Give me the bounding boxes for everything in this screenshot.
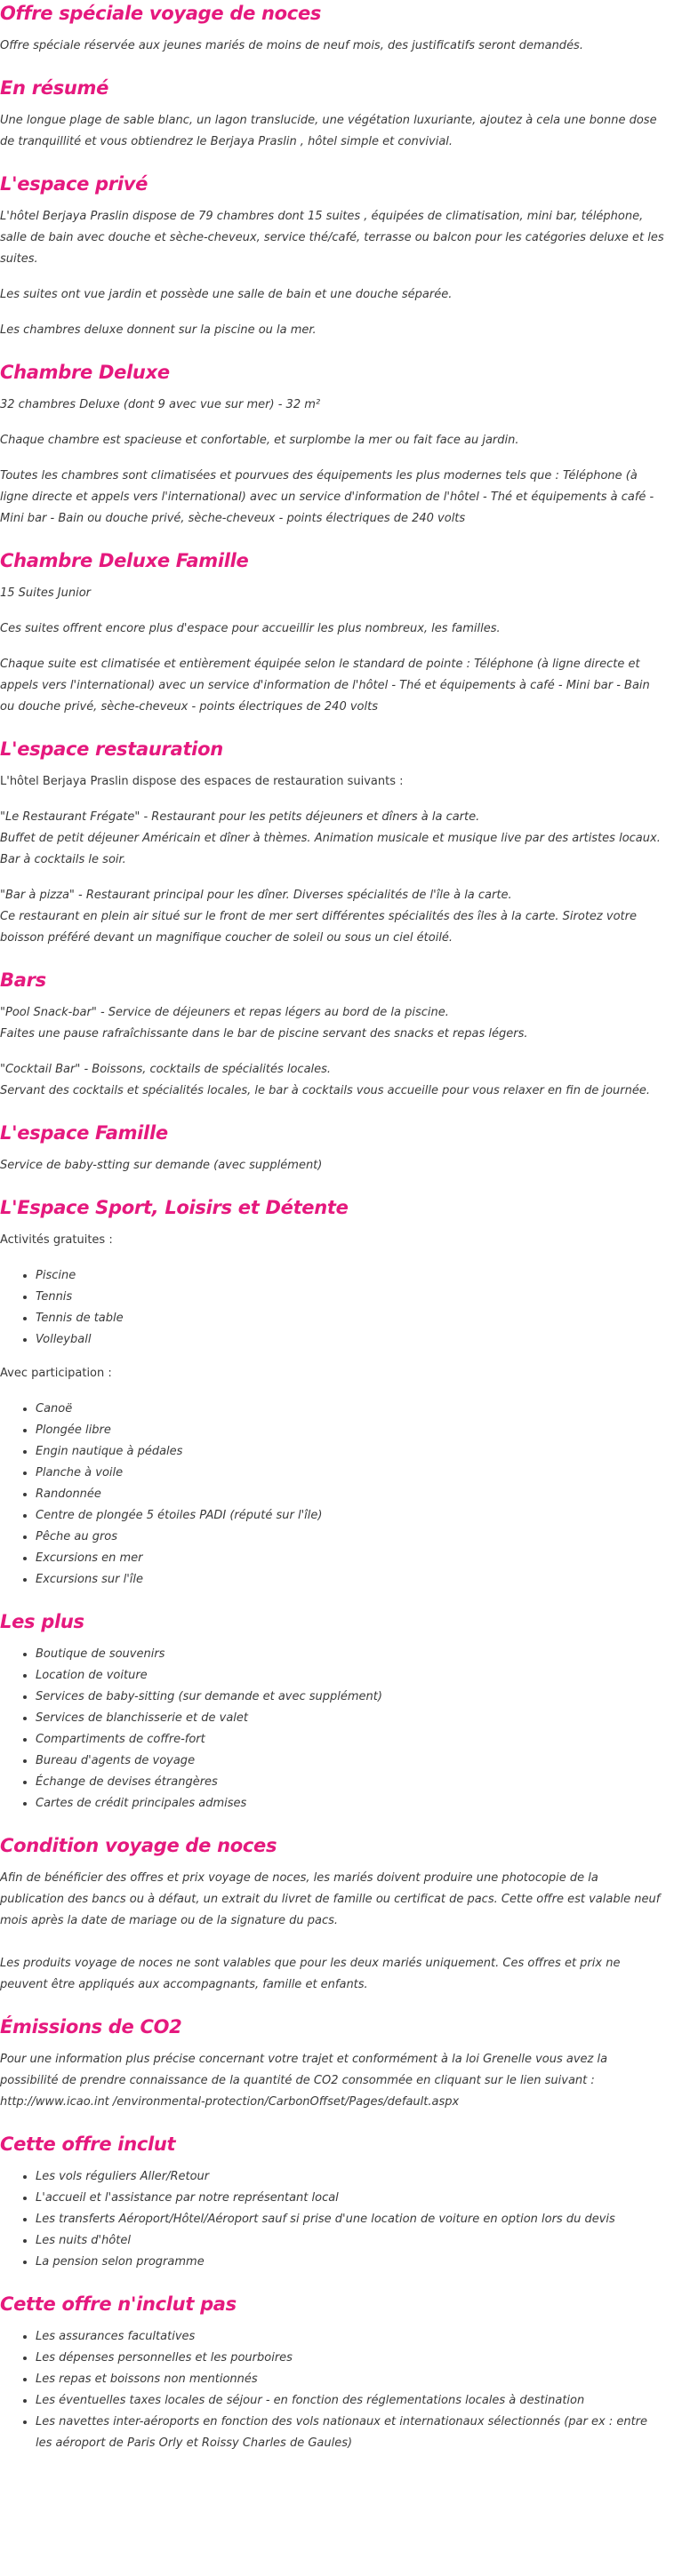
list-item: • La pension selon programme [36, 2252, 665, 2273]
list-item: • Les assurances facultatives [36, 2326, 665, 2348]
offer-section [0, 0, 665, 57]
co2-title: Émissions de CO2 [0, 2016, 182, 2038]
list-item: • Les nuits d'hôtel [36, 2230, 665, 2252]
deluxe-section [0, 359, 665, 530]
deluxe-family-paragraph: Chaque suite est climatisée et entièrement équipée selon le standard de pointe : Téléphone (à ligne directe et appels vers l'international) avec un service d'information de l'hôtel - Thé et équipements à café - Mini bar - Bain ou douche privé, sèche-cheveux - points électriques de 240 volts [0, 658, 650, 714]
list-item: • Centre de plongée 5 étoiles PADI (réputé sur l'île) [36, 1505, 665, 1527]
free-activities-list [0, 1265, 665, 1351]
restaurant-item-line: Ce restaurant en plein air situé sur le front de mer sert différentes spécialités des îles à la carte. Sirotez votre boisson préféré devant un magnifique coucher de soleil ou sous un ciel étoilé. [0, 910, 637, 945]
restaurant-title: L'espace restauration [0, 738, 223, 760]
bar-item-line: Servant des cocktails et spécialités locales, le bar à cocktails vous accueille pour vous relaxer en fin de journée. [0, 1084, 650, 1097]
private-space-paragraph: L'hôtel Berjaya Praslin dispose de 79 chambres dont 15 suites , équipées de climatisation, mini bar, téléphone, salle de bain avec douche et sèche-cheveux, service thé/café, terrasse ou balcon pour les catégories deluxe et les suites. [0, 210, 664, 266]
list-item: • Les transferts Aéroport/Hôtel/Aéroport sauf si prise d'une location de voiture en option lors du devis [36, 2209, 665, 2230]
condition-paragraph: Les produits voyage de noces ne sont valables que pour les deux mariés uniquement. Ces offres et prix ne peuvent être appliqués aux accompagnants, famille et enfants. [0, 1957, 621, 1991]
list-item: • Tennis de table [36, 1308, 665, 1329]
deluxe-title: Chambre Deluxe [0, 362, 170, 383]
deluxe-family-paragraph: Ces suites offrent encore plus d'espace pour accueillir les plus nombreux, les familles. [0, 622, 501, 635]
free-activities-label: Activités gratuites : [0, 1233, 113, 1247]
paid-activities-list [0, 1399, 665, 1591]
condition-title: Condition voyage de noces [0, 1835, 277, 1856]
restaurant-item-line: Buffet de petit déjeuner Américain et dîner à thèmes. Animation musicale et musique live par des artistes locaux. Bar à cocktails le soir. [0, 832, 661, 866]
list-item: • Les dépenses personnelles et les pourboires [36, 2348, 665, 2369]
list-item: • Boutique de souvenirs [36, 1644, 665, 1665]
deluxe-family-title: Chambre Deluxe Famille [0, 550, 249, 571]
list-item: • Les vols réguliers Aller/Retour [36, 2166, 665, 2188]
list-item: • Échange de devises étrangères [36, 1772, 665, 1793]
list-item: • Excursions en mer [36, 1548, 665, 1569]
list-item: • Services de baby-sitting (sur demande et avec supplément) [36, 1687, 665, 1708]
list-item: • Tennis [36, 1287, 665, 1308]
deluxe-family-section [0, 547, 665, 718]
list-item: • Excursions sur l'île [36, 1569, 665, 1591]
list-item: • Les repas et boissons non mentionnés [36, 2369, 665, 2390]
list-item: • Bureau d'agents de voyage [36, 1751, 665, 1772]
restaurant-section [0, 736, 665, 949]
deluxe-paragraph: 32 chambres Deluxe (dont 9 avec vue sur mer) - 32 m² [0, 398, 321, 411]
private-space-paragraph: Les chambres deluxe donnent sur la piscine ou la mer. [0, 323, 317, 337]
paid-activities-label: Avec participation : [0, 1367, 112, 1380]
list-item: • Canoë [36, 1399, 665, 1420]
list-item: • Pêche au gros [36, 1527, 665, 1548]
restaurant-intro: L'hôtel Berjaya Praslin dispose des espaces de restauration suivants : [0, 775, 404, 788]
sport-section [0, 1194, 665, 1591]
included-title: Cette offre inclut [0, 2133, 176, 2155]
family-section [0, 1120, 665, 1176]
bars-section [0, 967, 665, 1102]
plus-section [0, 1608, 665, 1814]
co2-text: Pour une information plus précise concernant votre trajet et conformément à la loi Grenelle vous avez la possibilité de prendre connaissance de la quantité de CO2 consommée en cliquant sur le lien suivant : http://www.icao.int /environmental-protection/CarbonOffset/Pages/default.aspx [0, 2053, 608, 2109]
bar-item-line: "Pool Snack-bar" - Service de déjeuners et repas légers au bord de la piscine. [0, 1006, 449, 1019]
list-item: • Les éventuelles taxes locales de séjour - en fonction des réglementations locales à destination [36, 2390, 665, 2412]
list-item: • Plongée libre [36, 1420, 665, 1441]
deluxe-family-paragraph: 15 Suites Junior [0, 586, 92, 600]
summary-title: En résumé [0, 77, 109, 99]
plus-list [0, 1644, 665, 1814]
list-item: • Planche à voile [36, 1463, 665, 1484]
bar-item-line: Faites une pause rafraîchissante dans le bar de piscine servant des snacks et repas légers. [0, 1027, 528, 1041]
restaurant-item [0, 807, 665, 871]
private-space-paragraph: Les suites ont vue jardin et possède une salle de bain et une douche séparée. [0, 288, 453, 301]
private-space-section [0, 171, 665, 341]
bar-item-line: "Cocktail Bar" - Boissons, cocktails de spécialités locales. [0, 1063, 332, 1076]
co2-section [0, 2014, 665, 2113]
family-title: L'espace Famille [0, 1122, 168, 1144]
summary-text: Une longue plage de sable blanc, un lagon translucide, une végétation luxuriante, ajoutez à cela une bonne dose de tranquillité et vous obtiendrez le Berjaya Praslin , hôtel simple et convivial. [0, 114, 657, 148]
list-item: • Randonnée [36, 1484, 665, 1505]
excluded-title: Cette offre n'inclut pas [0, 2293, 237, 2315]
restaurant-item [0, 885, 665, 949]
bar-item [0, 1002, 665, 1045]
private-space-title: L'espace privé [0, 173, 148, 195]
list-item: • Les navettes inter-aéroports en fonction des vols nationaux et internationaux sélectionnés (par ex : entre les aéroport de Paris Orly et Roissy Charles de Gaules) [36, 2412, 665, 2454]
sport-title: L'Espace Sport, Loisirs et Détente [0, 1197, 349, 1218]
condition-paragraph: Afin de bénéficier des offres et prix voyage de noces, les mariés doivent produire une photocopie de la publication des bancs ou à défaut, un extrait du livret de famille ou certificat de pacs. Cette offre est valable neuf mois après la date de mariage ou de la signature du pacs. [0, 1871, 661, 1927]
deluxe-paragraph: Chaque chambre est spacieuse et confortable, et surplombe la mer ou fait face au jardin. [0, 434, 519, 447]
list-item: • Compartiments de coffre-fort [36, 1729, 665, 1751]
included-list [0, 2166, 665, 2273]
list-item: • Engin nautique à pédales [36, 1441, 665, 1463]
included-section [0, 2131, 665, 2273]
bars-title: Bars [0, 969, 46, 991]
family-text: Service de baby-stting sur demande (avec supplément) [0, 1159, 323, 1172]
bar-item [0, 1059, 665, 1102]
offer-title: Offre spéciale voyage de noces [0, 3, 322, 24]
list-item: • L'accueil et l'assistance par notre représentant local [36, 2188, 665, 2209]
excluded-list [0, 2326, 665, 2454]
offer-text: Offre spéciale réservée aux jeunes mariés de moins de neuf mois, des justificatifs seront demandés. [0, 39, 583, 52]
list-item: • Cartes de crédit principales admises [36, 1793, 665, 1814]
restaurant-item-line: "Bar à pizza" - Restaurant principal pour les dîner. Diverses spécialités de l'île à la carte. [0, 889, 512, 902]
excluded-section [0, 2291, 665, 2454]
list-item: • Piscine [36, 1265, 665, 1287]
list-item: • Services de blanchisserie et de valet [36, 1708, 665, 1729]
condition-section [0, 1832, 665, 1996]
summary-section [0, 75, 665, 153]
list-item: • Volleyball [36, 1329, 665, 1351]
deluxe-paragraph: Toutes les chambres sont climatisées et pourvues des équipements les plus modernes tels que : Téléphone (à ligne directe et appels vers l'international) avec un service d'information de l'hôtel - Thé et équipements à café - Mini bar - Bain ou douche privé, sèche-cheveux - points électriques de 240 volts [0, 469, 654, 525]
restaurant-item-line: "Le Restaurant Frégate" - Restaurant pour les petits déjeuners et dîners à la carte. [0, 810, 480, 824]
plus-title: Les plus [0, 1611, 84, 1632]
list-item: • Location de voiture [36, 1665, 665, 1687]
